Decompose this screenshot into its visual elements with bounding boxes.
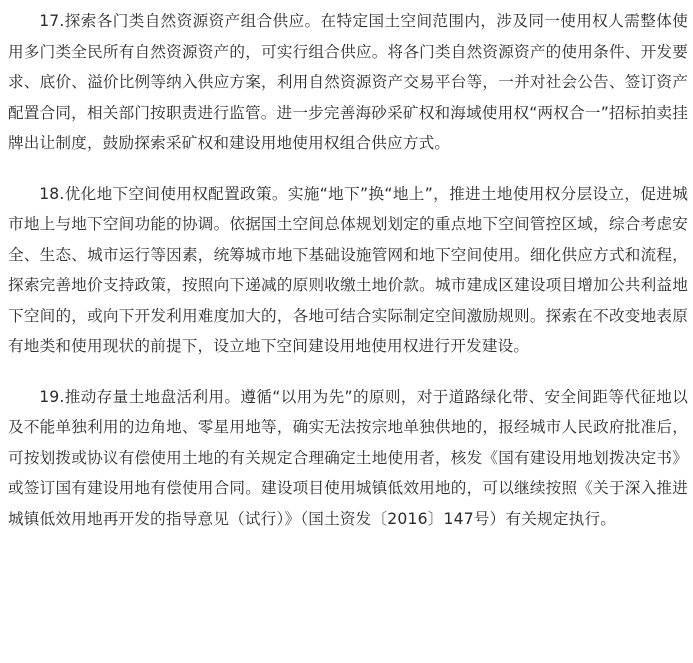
paragraph-18: 18.优化地下空间使用权配置政策。实施“地下”换“地上”，推进土地使用权分层设立，促进城市地上与地下空间功能的协调。依据国土空间总体规划划定的重点地下空间管控区域，综合考虑安全、生态、城市运行等因素，统筹城市地下基础设施管网和地下空间使用。细化供应方式和流程，探索完善地价支持政策，按照向下递减的原则收缴土地价款。城市建成区建设项目增加公共利益地下空间的，或向下开发利用难度加大的，各地可结合实际制定空间激励规则。探索在不改变地表原有地类和使用现状的前提下，设立地下空间建设用地使用权进行开发建设。 bbox=[8, 184, 688, 355]
document-body bbox=[8, 6, 688, 534]
paragraph-17: 17.探索各门类自然资源资产组合供应。在特定国土空间范围内，涉及同一使用权人需整体使用多门类全民所有自然资源资产的，可实行组合供应。将各门类自然资源资产的使用条件、开发要求、底价、溢价比例等纳入供应方案，利用自然资源资产交易平台等，一并对社会公告、签订资产配置合同，相关部门按职责进行监管。进一步完善海砂采矿权和海域使用权“两权合一”招标拍卖挂牌出让制度，鼓励探索采矿权和建设用地使用权组合供应方式。 bbox=[8, 12, 688, 152]
paragraph-19: 19.推动存量土地盘活利用。遵循“以用为先”的原则，对于道路绿化带、安全间距等代征地以及不能单独利用的边角地、零星用地等，确实无法按宗地单独供地的，报经城市人民政府批准后，可按划拨或协议有偿使用土地的有关规定合理确定土地使用者，核发《国有建设用地划拨决定书》或签订国有建设用地有偿使用合同。建设项目使用城镇低效用地的，可以继续按照《关于深入推进城镇低效用地再开发的指导意见（试行）》（国土资发〔2016〕147号）有关规定执行。 bbox=[8, 387, 688, 528]
